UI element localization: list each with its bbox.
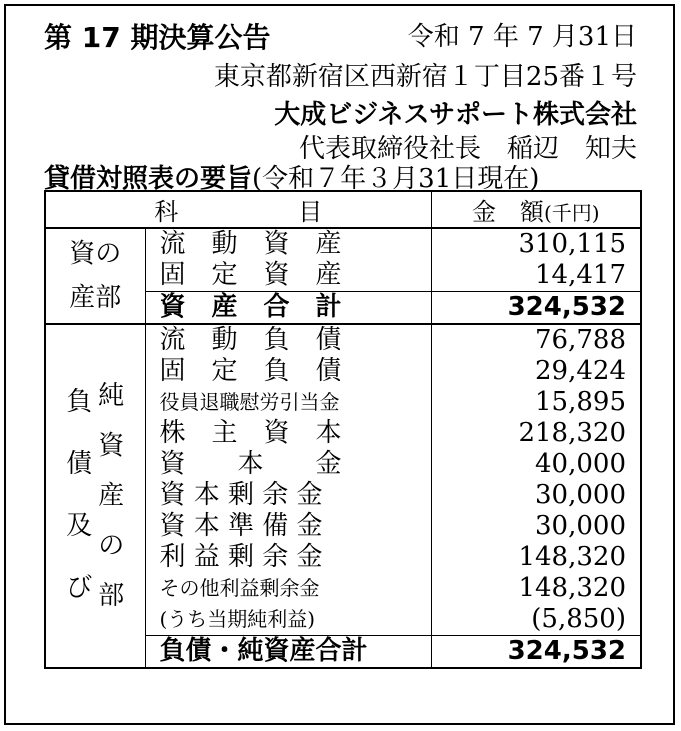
- liabilities-section-label: [45, 324, 145, 668]
- liabilities-label-part: 純: [98, 381, 125, 411]
- header-amount: [431, 191, 641, 228]
- row-label: その他利益剰余金: [159, 576, 320, 600]
- balance-sheet-table: [44, 190, 642, 669]
- liabilities-label-part: び: [66, 573, 93, 603]
- subtitle-date: (令和７年３月31日現在): [252, 164, 540, 194]
- assets-label-part: 産部: [69, 283, 122, 313]
- header-unit: (千円): [543, 201, 600, 225]
- row-label: 固 定 資 産: [159, 260, 342, 290]
- liabilities-label-left: [66, 371, 92, 621]
- row-label: 株 主 資 本: [159, 418, 342, 448]
- liabilities-label-part: 及: [66, 511, 93, 541]
- company-name: 大成ビジネスサポート株式会社: [274, 100, 637, 130]
- liabilities-section: [45, 324, 641, 668]
- row-value: 14,417: [431, 260, 641, 292]
- liabilities-label-stack: [66, 371, 124, 621]
- assets-label-part: 資の: [69, 239, 122, 269]
- row-label: 資 本 準 備 金: [159, 511, 323, 541]
- table-row: [45, 324, 641, 356]
- row-value: 40,000: [431, 449, 641, 480]
- row-label: 流 動 負 債: [159, 325, 342, 355]
- header-amount-label: 金 額: [471, 198, 544, 226]
- row-value: 30,000: [431, 480, 641, 511]
- row-label: 資 本 金: [159, 449, 342, 479]
- row-value: 148,320: [431, 542, 641, 573]
- row-value: 15,895: [431, 387, 641, 418]
- liabilities-label-part: 部: [98, 581, 125, 611]
- row-label: 固 定 負 債: [159, 356, 342, 386]
- liabilities-label-part: 債: [66, 449, 93, 479]
- row-value: 76,788: [431, 324, 641, 356]
- liabilities-label-part: 負: [66, 387, 93, 417]
- notice-title: 第 17 期決算公告: [44, 21, 271, 54]
- table-row: [45, 228, 641, 260]
- liabilities-total-label: 負債・純資産合計: [145, 636, 431, 669]
- assets-total-label: 資 産 合 計: [145, 292, 431, 325]
- row-label: 流 動 資 産: [159, 229, 342, 259]
- company-address: 東京都新宿区西新宿１丁目25番１号: [213, 62, 637, 92]
- row-label: 役員退職慰労引当金: [159, 390, 340, 414]
- assets-total-value: 324,532: [431, 292, 641, 325]
- notice-date: 令和 7 年 7 月31日: [407, 22, 637, 52]
- row-value: 30,000: [431, 511, 641, 542]
- row-label: 利 益 剰 余 金: [159, 542, 323, 572]
- assets-section-label: [45, 228, 145, 324]
- liabilities-label-part: 産: [98, 481, 125, 511]
- representative: 代表取締役社長 稲辺 知夫: [298, 134, 637, 164]
- row-label: 資 本 剰 余 金: [159, 480, 323, 510]
- table-header: [45, 191, 641, 228]
- assets-label-stack: [46, 232, 145, 320]
- assets-section: [45, 228, 641, 324]
- subtitle-main: 貸借対照表の要旨: [44, 164, 253, 194]
- row-value: (5,850): [431, 604, 641, 636]
- liabilities-total-value: 324,532: [431, 636, 641, 669]
- row-value: 148,320: [431, 573, 641, 604]
- liabilities-label-part: の: [98, 531, 125, 561]
- liabilities-label-right: [98, 371, 124, 621]
- row-value: 29,424: [431, 356, 641, 387]
- row-value: 310,115: [431, 228, 641, 260]
- header-item: 科 目: [45, 191, 431, 228]
- row-label: (うち当期純利益): [159, 607, 316, 631]
- row-value: 218,320: [431, 418, 641, 449]
- liabilities-label-part: 資: [98, 431, 125, 461]
